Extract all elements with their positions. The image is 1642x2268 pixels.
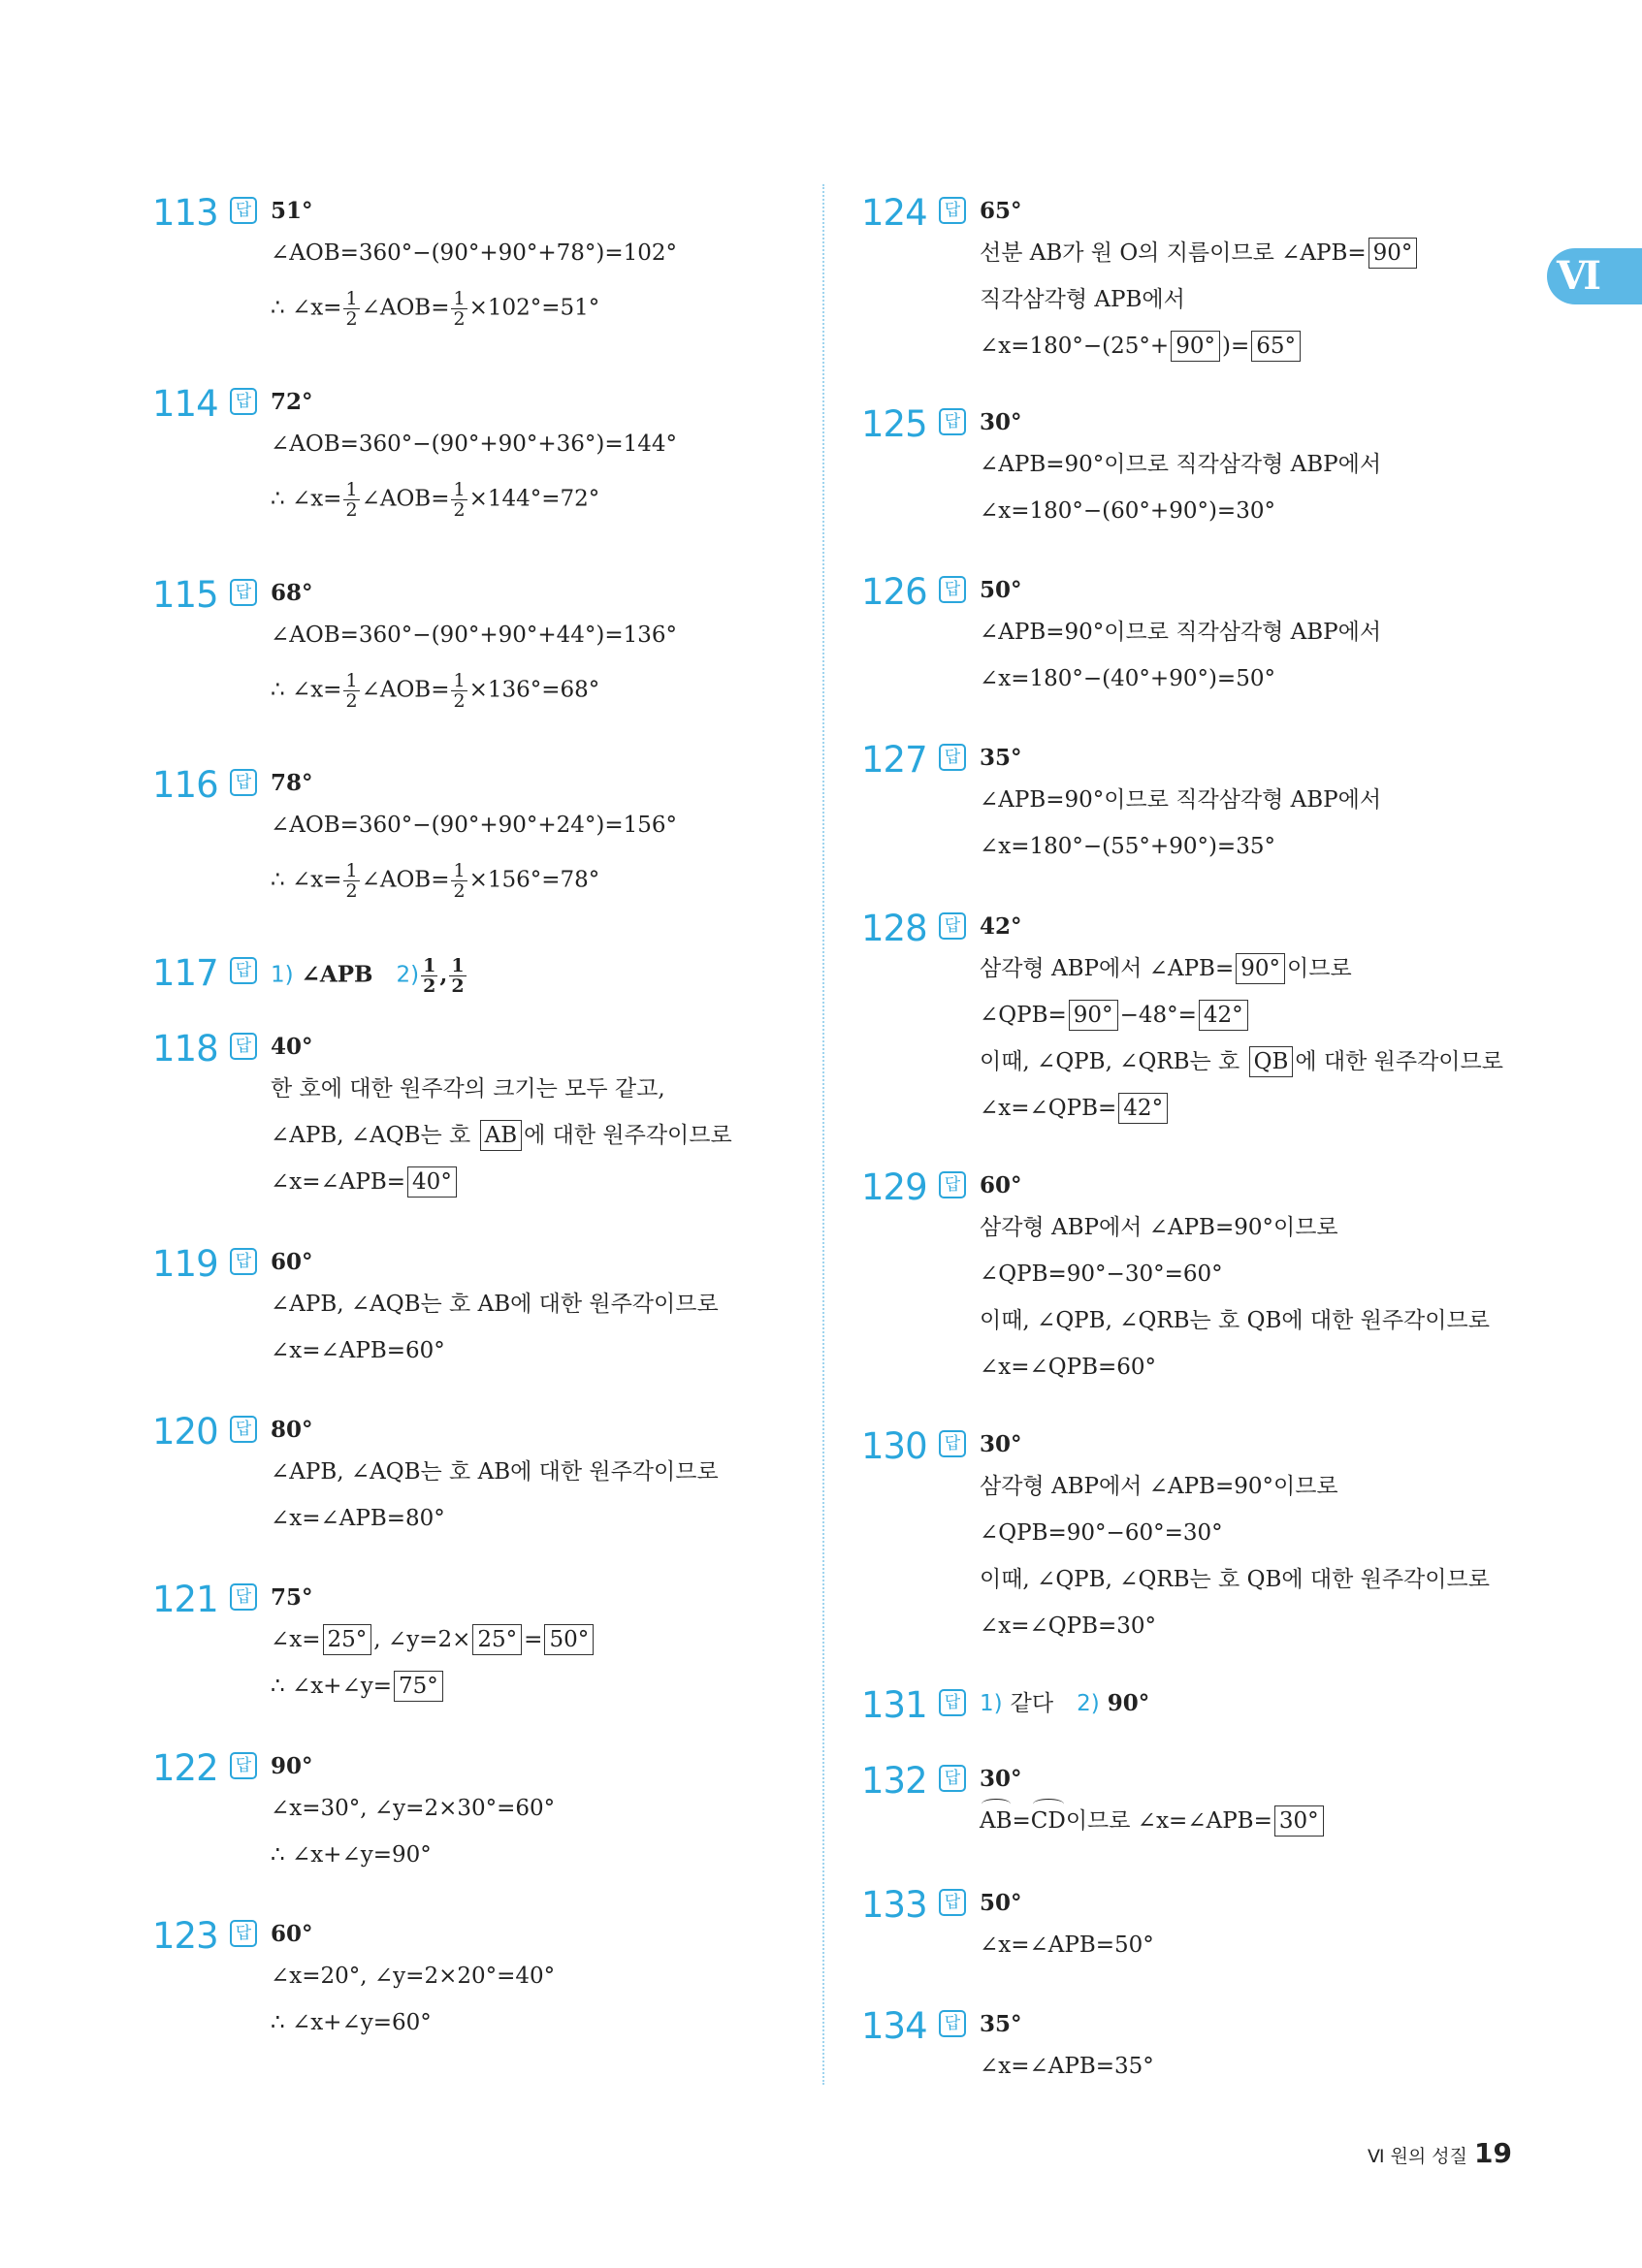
problem-number: 116 [152, 764, 218, 806]
answer-badge-icon: 답 [230, 579, 257, 606]
solution-line: ∠AOB=360°−(90°+90°+44°)=136° [271, 623, 678, 648]
solution-line: ∠x=180°−(55°+90°)=35° [980, 834, 1275, 859]
answer-badge-icon: 답 [230, 1752, 257, 1779]
fraction: $\frac{1}{2}$ [451, 955, 465, 997]
answer-badge-icon: 답 [230, 957, 257, 984]
answer: 40° [271, 1034, 313, 1060]
chapter-tab[interactable]: Ⅵ [1547, 248, 1642, 304]
problem-number: 128 [861, 908, 927, 949]
answer-box: 75° [394, 1671, 443, 1702]
solution-line: ∠AOB=360°−(90°+90°+36°)=144° [271, 431, 678, 457]
solution-line: ∠QPB=90°−30°=60° [980, 1262, 1223, 1287]
solution-line: ∠x=∠APB=50° [980, 1933, 1154, 1958]
solution-line: ∠x=∠APB= 40° [271, 1166, 459, 1198]
answer-badge-icon: 답 [939, 2010, 966, 2037]
solution-line: 이때, ∠QPB, ∠QRB는 호 QB에 대한 원주각이므로 [980, 1567, 1490, 1592]
answer-box: 30° [1274, 1805, 1324, 1837]
solution-line: ∠x= 25° , ∠y=2× 25° = 50° [271, 1623, 596, 1656]
problem-number: 124 [861, 192, 927, 234]
answer: 90° [271, 1753, 313, 1779]
page-number: 19 [1474, 2137, 1512, 2169]
solution-line: ∠APB, ∠AQB는 호 AB 에 대한 원주각이므로 [271, 1119, 732, 1152]
solution-line: ∠x=180°−(60°+90°)=30° [980, 498, 1275, 524]
answer-badge-icon: 답 [939, 744, 966, 771]
problem-number: 121 [152, 1579, 218, 1620]
fraction: $\frac{1}{2}$ [345, 670, 358, 712]
answer: 50° [980, 1890, 1022, 1916]
solution-line: ∠APB, ∠AQB는 호 AB에 대한 원주각이므로 [271, 1459, 719, 1485]
answer-badge-icon: 답 [230, 197, 257, 224]
answer-badge-icon: 답 [230, 769, 257, 796]
problem-number: 123 [152, 1915, 218, 1957]
problem-number: 118 [152, 1028, 218, 1070]
answer: 30° [980, 1766, 1022, 1792]
solution-line: ∴ ∠x+∠y=60° [271, 2010, 432, 2035]
answer-badge-icon: 답 [939, 1171, 966, 1198]
answer-badge-icon: 답 [230, 1033, 257, 1060]
solution-line: 이때, ∠QPB, ∠QRB는 호 QB 에 대한 원주각이므로 [980, 1045, 1503, 1078]
solution-line: ∠AOB=360°−(90°+90°+24°)=156° [271, 813, 678, 838]
answer-badge-icon: 답 [939, 408, 966, 435]
solution-line: ∠x=180°−(25°+ 90° )= 65° [980, 330, 1303, 363]
problem-number: 129 [861, 1166, 927, 1208]
solution-line: ∠x=30°, ∠y=2×30°=60° [271, 1796, 556, 1821]
answer-box: 90° [1368, 238, 1418, 269]
solution-line: ∴ ∠x= $\frac{1}{2}$ ∠AOB= $\frac{1}{2}$ ×144°=72° [271, 479, 600, 521]
answer-badge-icon: 답 [939, 1689, 966, 1716]
answer-badge-icon: 답 [939, 197, 966, 224]
answer-badge-icon: 답 [230, 388, 257, 415]
solution-line: ∴ ∠x= $\frac{1}{2}$ ∠AOB= $\frac{1}{2}$ ×136°=68° [271, 670, 600, 712]
answer-badge-icon: 답 [230, 1583, 257, 1611]
answer-box: 25° [323, 1624, 372, 1655]
fraction: $\frac{1}{2}$ [453, 288, 466, 330]
answer-badge-icon: 답 [230, 1416, 257, 1443]
column-divider [822, 184, 824, 2085]
solution-line: ∠APB, ∠AQB는 호 AB에 대한 원주각이므로 [271, 1292, 719, 1317]
footer-chapter: Ⅵ 원의 성질 [1368, 2146, 1468, 2167]
solution-line: ∴ ∠x+∠y=90° [271, 1842, 432, 1868]
fraction: $\frac{1}{2}$ [453, 479, 466, 521]
answer-box: 50° [544, 1624, 594, 1655]
problem-number: 115 [152, 574, 218, 616]
problem-number: 126 [861, 571, 927, 613]
answer: 50° [980, 577, 1022, 603]
fraction: $\frac{1}{2}$ [345, 860, 358, 902]
solution-line: ∠QPB=90°−60°=30° [980, 1520, 1223, 1546]
fraction: $\frac{1}{2}$ [453, 670, 466, 712]
answer: 60° [980, 1172, 1022, 1198]
problem-number: 113 [152, 192, 218, 234]
solution-line: ∠APB=90°이므로 직각삼각형 ABP에서 [980, 620, 1382, 645]
solution-line: AB=CD이므로 ∠x=∠APB= 30° [980, 1805, 1326, 1837]
answer-box: 90° [1236, 953, 1285, 984]
answer: 51° [271, 198, 313, 224]
solution-line: 직각삼각형 APB에서 [980, 287, 1185, 312]
solution-line: ∠x=∠QPB= 42° [980, 1092, 1170, 1125]
answer: 60° [271, 1921, 313, 1947]
answer-box: 25° [472, 1624, 522, 1655]
solution-line: ∠APB=90°이므로 직각삼각형 ABP에서 [980, 787, 1382, 813]
answer-box: QB [1249, 1046, 1294, 1077]
answer-box: 42° [1118, 1093, 1168, 1124]
solution-line: ∴ ∠x= $\frac{1}{2}$ ∠AOB= $\frac{1}{2}$ ×156°=78° [271, 860, 600, 902]
answer: 42° [980, 913, 1022, 940]
solution-line: ∠x=20°, ∠y=2×20°=40° [271, 1964, 556, 1989]
solution-line: ∴ ∠x= $\frac{1}{2}$ ∠AOB= $\frac{1}{2}$ ×102°=51° [271, 288, 600, 330]
answer-badge-icon: 답 [939, 576, 966, 603]
answer: 80° [271, 1417, 313, 1443]
problem-number: 125 [861, 403, 927, 445]
answer-badge-icon: 답 [939, 1765, 966, 1792]
answer-badge-icon: 답 [939, 912, 966, 940]
solution-line: ∠x=∠APB=60° [271, 1338, 445, 1363]
fraction: $\frac{1}{2}$ [423, 955, 436, 997]
arc-ab: AB [980, 1805, 1013, 1837]
problem-number: 134 [861, 2005, 927, 2047]
problem-number: 132 [861, 1760, 927, 1802]
answer: 72° [271, 389, 313, 415]
answer: 75° [271, 1584, 313, 1611]
solution-line: ∠x=∠QPB=60° [980, 1355, 1157, 1380]
problem-number: 122 [152, 1747, 218, 1789]
problem-number: 133 [861, 1884, 927, 1926]
answer: 60° [271, 1249, 313, 1275]
answer-box: 40° [407, 1166, 457, 1198]
solution-line: ∠x=∠APB=80° [271, 1506, 445, 1531]
fraction: $\frac{1}{2}$ [453, 860, 466, 902]
solution-line: 삼각형 ABP에서 ∠APB=90°이므로 [980, 1215, 1338, 1240]
answer: 35° [980, 745, 1022, 771]
solution-line: 한 호에 대한 원주각의 크기는 모두 같고, [271, 1076, 665, 1102]
solution-line: ∠QPB= 90° −48°= 42° [980, 999, 1250, 1032]
answer-box: 42° [1199, 1000, 1248, 1031]
answer: 30° [980, 409, 1022, 435]
solution-line: ∠x=∠APB=35° [980, 2054, 1154, 2079]
answer-badge-icon: 답 [230, 1248, 257, 1275]
answer-badge-icon: 답 [230, 1920, 257, 1947]
answer: 78° [271, 770, 313, 796]
solution-line: 삼각형 ABP에서 ∠APB=90°이므로 [980, 1474, 1338, 1499]
fraction: $\frac{1}{2}$ [345, 288, 358, 330]
problem-number: 120 [152, 1411, 218, 1453]
answer: 35° [980, 2011, 1022, 2037]
answer: 65° [980, 198, 1022, 224]
problem-number: 114 [152, 383, 218, 425]
answer: 1) ∠APB 2) $\frac{1}{2}$ , $\frac{1}{2}$ [271, 955, 465, 997]
arc-cd: CD [1031, 1805, 1066, 1837]
answer-box: AB [480, 1120, 523, 1151]
answer-box: 90° [1069, 1000, 1118, 1031]
problem-number: 127 [861, 739, 927, 781]
problem-number: 131 [861, 1684, 927, 1726]
answer: 1) 같다 2) 90° [980, 1690, 1150, 1716]
answer-badge-icon: 답 [939, 1889, 966, 1916]
answer-badge-icon: 답 [939, 1430, 966, 1457]
answer: 68° [271, 580, 313, 606]
solution-line: ∠x=∠QPB=30° [980, 1613, 1157, 1639]
answer-box: 90° [1171, 331, 1220, 362]
fraction: $\frac{1}{2}$ [345, 479, 358, 521]
solution-line: 선분 AB가 원 O의 지름이므로 ∠APB= 90° [980, 237, 1419, 270]
problem-number: 130 [861, 1425, 927, 1467]
answer-box: 65° [1251, 331, 1301, 362]
solution-line: 삼각형 ABP에서 ∠APB= 90° 이므로 [980, 952, 1352, 985]
problem-number: 117 [152, 952, 218, 994]
solution-line: 이때, ∠QPB, ∠QRB는 호 QB에 대한 원주각이므로 [980, 1308, 1490, 1333]
solution-line: ∠AOB=360°−(90°+90°+78°)=102° [271, 240, 678, 266]
answer: 30° [980, 1431, 1022, 1457]
solution-line: ∠APB=90°이므로 직각삼각형 ABP에서 [980, 452, 1382, 477]
problem-number: 119 [152, 1243, 218, 1285]
solution-line: ∠x=180°−(40°+90°)=50° [980, 666, 1275, 691]
solution-line: ∴ ∠x+∠y= 75° [271, 1670, 445, 1703]
